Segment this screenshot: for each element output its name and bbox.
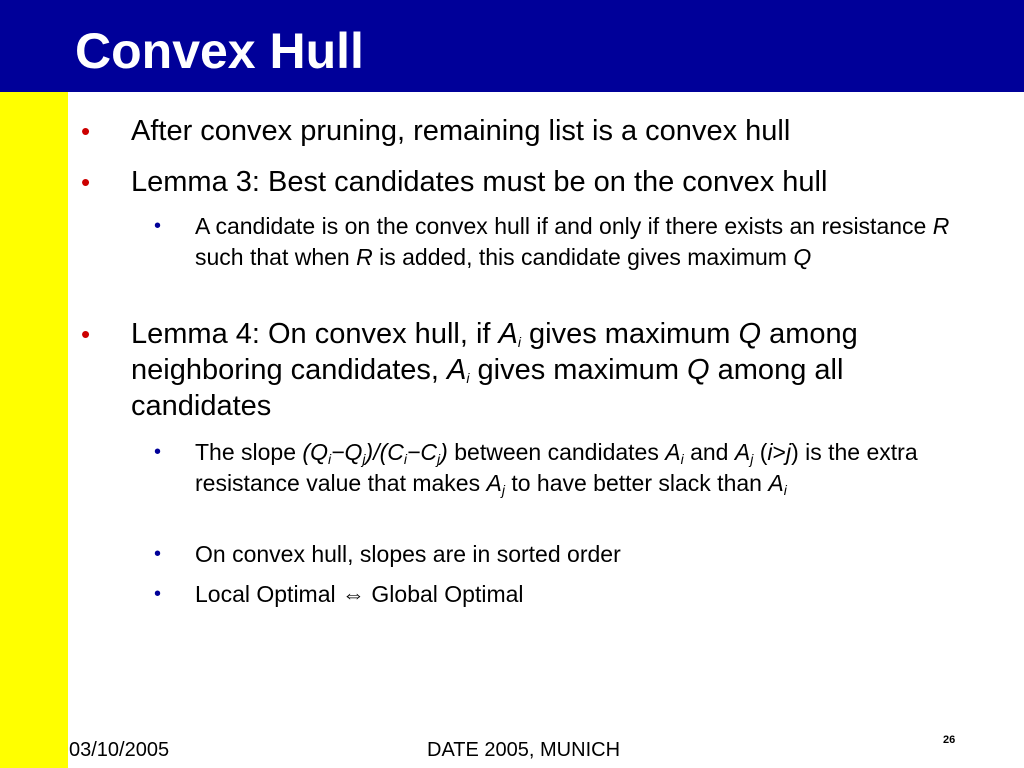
bullet-convex-pruning [81,113,971,149]
bullet-text: After convex pruning, remaining list is a convex hull [131,115,791,147]
bullet-marker: • [81,167,91,197]
bullet-marker: • [81,116,91,146]
subscript: i [466,370,470,386]
text-segment: Local Optimal [195,581,343,607]
text-segment: gives maximum [520,318,739,350]
subscript: i [403,451,407,467]
subscript: i [680,451,684,467]
subscript: i [783,482,787,498]
text-segment: between candidates [447,439,666,465]
var-a: A [734,439,751,465]
var-a: A [498,318,518,350]
formula-part: ) [440,439,448,465]
var-q: Q [687,354,710,386]
formula-part: −Q [331,439,363,465]
sub-bullet-sorted-slopes [154,539,975,570]
slope-formula [302,439,447,465]
sub-bullet-local-global [154,579,975,610]
var-a: A [447,354,467,386]
text-segment: A candidate is on the convex hull if and only if there exists an resistance [195,213,933,239]
var-j: j [785,439,792,465]
formula-part: )/(C [365,439,404,465]
text-segment: ( [753,439,768,465]
text-segment: and [683,439,735,465]
sub-bullet-convex-hull-condition [154,211,975,273]
sub-bullet-marker: • [154,583,162,605]
var-i: i [767,439,773,465]
text-segment: > [772,439,786,465]
formula-part: −C [407,439,438,465]
sub-bullet-marker: • [154,543,162,565]
footer-conference: DATE 2005, MUNICH [427,739,621,761]
page-number: 26 [943,734,956,746]
text-segment: among all candidates [131,354,844,422]
bullet-lemma-3 [81,164,971,200]
formula-part: (Q [302,439,328,465]
var-q: Q [793,244,812,270]
slide-title: Convex Hull [75,23,364,79]
subscript: j [750,451,754,467]
sub-bullet-slope [154,437,975,499]
var-a: A [665,439,681,465]
sub-bullet-marker: • [154,441,162,463]
text-segment: gives maximum [469,354,688,386]
var-a: A [486,470,502,496]
text-segment: is added, this candidate gives maximum [372,244,794,270]
subscript: i [327,451,332,467]
bullet-text: Lemma 3: Best candidates must be on the convex hull [131,166,828,198]
text-segment: among neighboring candidates, [131,318,858,386]
text-segment: The slope [195,439,303,465]
var-q: Q [738,318,762,350]
subscript: j [501,482,505,498]
bullet-marker: • [81,319,91,349]
text-segment: ) is the extra resistance value that makes [195,439,918,496]
var-r: R [932,213,950,239]
footer-date: 03/10/2005 [69,739,170,761]
equivalence-icon: ⇔ [342,581,366,607]
text-segment: such that when [195,244,357,270]
text-segment: to have better slack than [504,470,769,496]
sub-bullet-marker: • [154,215,162,237]
text-segment: Global Optimal [365,581,524,607]
var-r: R [356,244,373,270]
subscript: i [517,334,521,350]
text-segment: Lemma 4: On convex hull, if [131,318,499,350]
bullet-lemma-4 [81,316,971,424]
bullet-text: On convex hull, slopes are in sorted order [195,541,621,567]
subscript: j [437,451,441,467]
subscript: j [362,451,366,467]
var-a: A [768,470,784,496]
